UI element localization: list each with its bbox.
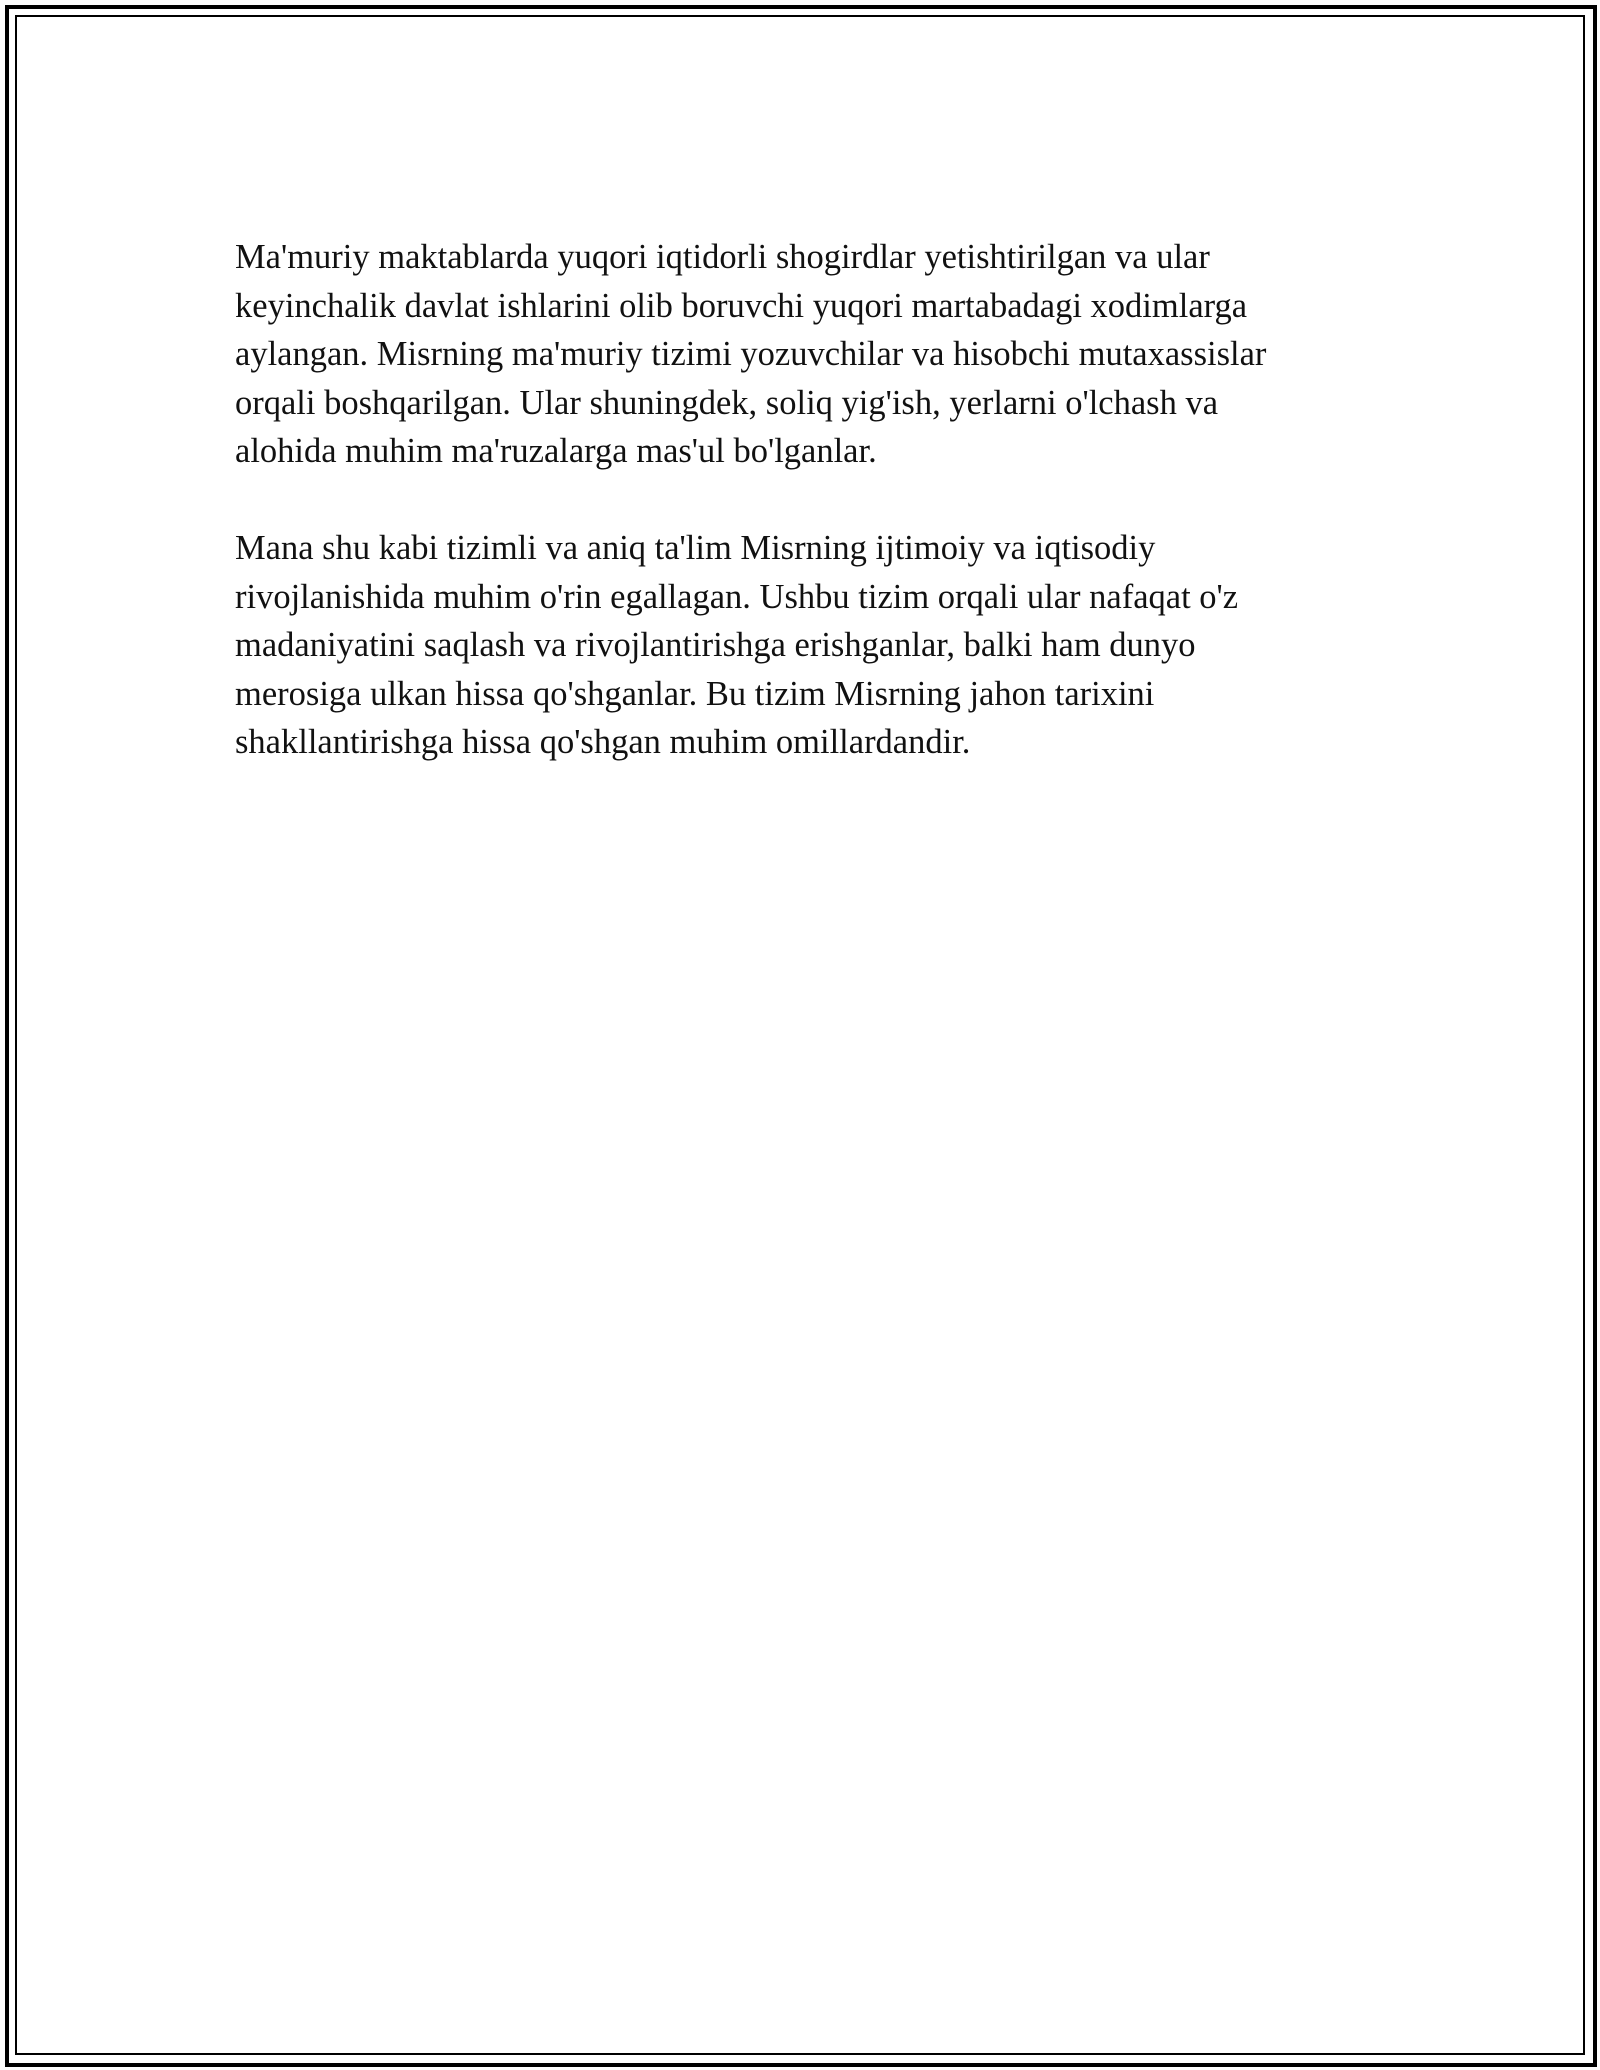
paragraph-line: shakllantirishga hissa qo'shgan muhim omillardandir. bbox=[235, 723, 971, 761]
paragraph-1 bbox=[235, 233, 1365, 476]
paragraph-line: alohida muhim ma'ruzalarga mas'ul bo'lganlar. bbox=[235, 432, 877, 470]
paragraph-line: keyinchalik davlat ishlarini olib boruvchi yuqori martabadagi xodimlarga bbox=[235, 286, 1248, 325]
paragraph-line: rivojlanishida muhim o'rin egallagan. Ushbu tizim orqali ular nafaqat o'z bbox=[235, 577, 1239, 616]
paragraph-line: merosiga ulkan hissa qo'shganlar. Bu tizim Misrning jahon tarixini bbox=[235, 674, 1155, 713]
paragraph-line: orqali boshqarilgan. Ular shuningdek, soliq yig'ish, yerlarni o'lchash va bbox=[235, 383, 1219, 422]
paragraph-line: Ma'muriy maktablarda yuqori iqtidorli shogirdlar yetishtirilgan va ular bbox=[235, 238, 1210, 276]
paragraph-2 bbox=[235, 524, 1365, 767]
paragraph-line: Mana shu kabi tizimli va aniq ta'lim Misrning ijtimoiy va iqtisodiy bbox=[235, 529, 1156, 567]
paragraph-line: aylangan. Misrning ma'muriy tizimi yozuvchilar va hisobchi mutaxassislar bbox=[235, 335, 1267, 373]
paragraph-line: madaniyatini saqlash va rivojlantirishga erishganlar, balki ham dunyo bbox=[235, 626, 1196, 664]
document-body bbox=[235, 233, 1365, 815]
